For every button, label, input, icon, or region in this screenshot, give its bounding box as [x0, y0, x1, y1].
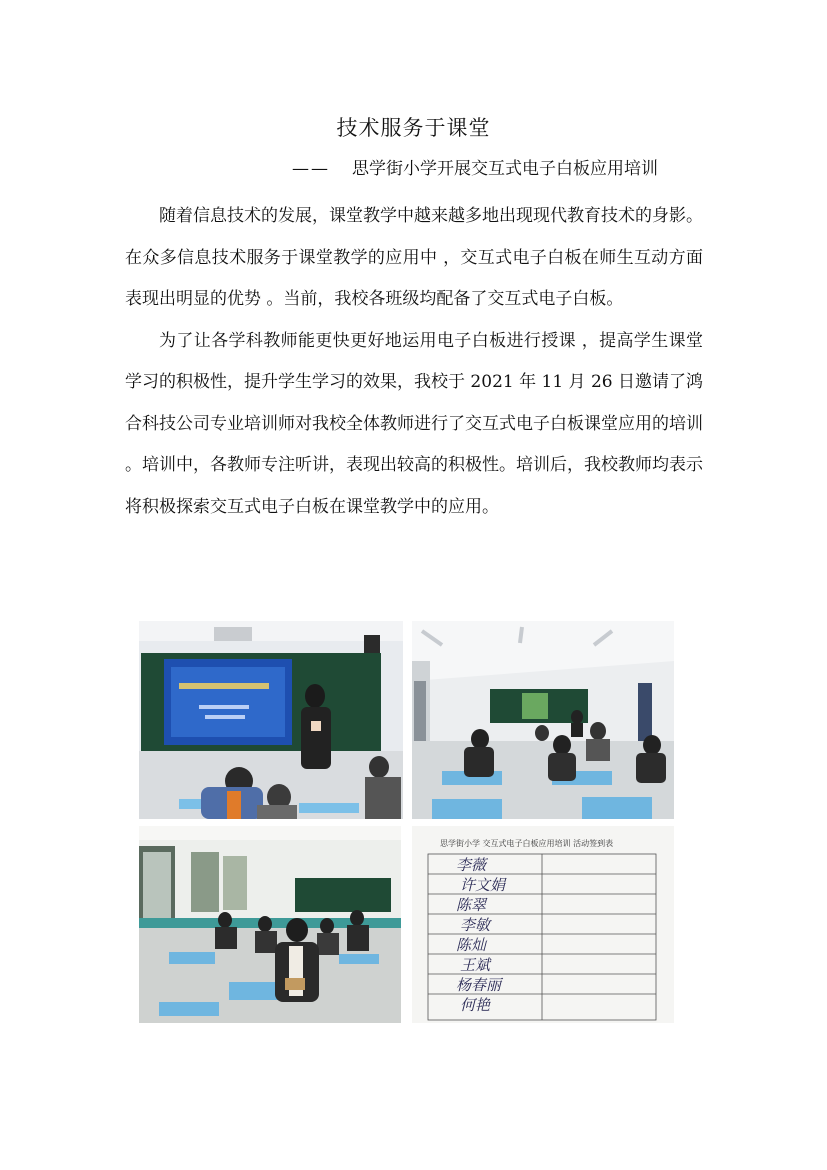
article-subtitle: [292, 154, 658, 179]
signed-name: 陈灿: [456, 936, 487, 954]
signed-name: 许文娟: [460, 876, 506, 894]
paragraph-2: 为了让各学科教师能更快更好地运用电子白板进行授课 ，提高学生课堂学习的积极性，提升学生学习的效果，我校于 2021 年 11 月 26 日邀请了鸿合科技公司专业培训师对我校全体教师进行了交互式电子白板课堂应用的培训 。培训中，各教师专注听讲，表现出较高的积极性。培训后，我校教师均表示将积极探索交互式电子白板在课堂教学中的应用。: [125, 330, 703, 517]
signed-name: 杨春丽: [456, 976, 502, 994]
photo-trainer-at-whiteboard: [139, 621, 403, 819]
signed-name: 陈翠: [456, 896, 487, 914]
sign-in-sheet-header: 思学街小学 交互式电子白板应用培训 活动签到表: [440, 839, 614, 848]
subtitle-dash: ——: [292, 159, 330, 179]
signed-name: 何艳: [460, 996, 491, 1014]
signed-name: 李薇: [456, 856, 487, 874]
article-body: [125, 196, 703, 528]
subtitle-text: 思学街小学开展交互式电子白板应用培训: [352, 159, 658, 179]
paragraph-1: 随着信息技术的发展，课堂教学中越来越多地出现现代教育技术的身影。在众多信息技术服务于课堂教学的应用中 ，交互式电子白板在师生互动方面表现出明显的优势 。当前，我校各班级均配备了交互式电子白板。: [125, 206, 703, 309]
article-title: 技术服务于课堂: [336, 116, 491, 140]
photo-classroom-rear-view: [412, 621, 674, 819]
signed-name: 王斌: [460, 956, 491, 974]
photo-sign-in-sheet: [412, 826, 674, 1023]
photo-teachers-seated: [139, 826, 401, 1023]
signed-name: 李敏: [460, 916, 491, 934]
